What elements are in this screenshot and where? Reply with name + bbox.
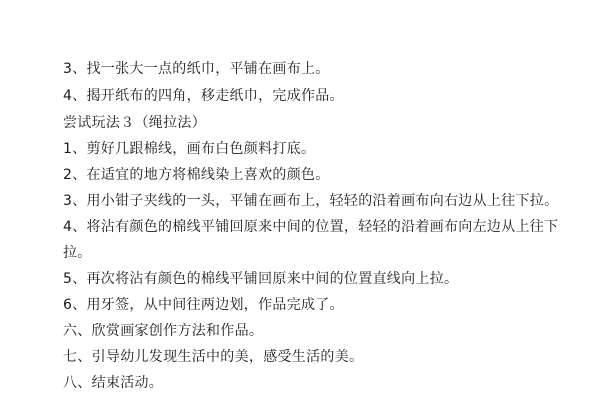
- step-4-continuation: 拉。: [63, 245, 92, 261]
- section-seven: 七、引导幼儿发现生活中的美，感受生活的美。: [63, 349, 364, 365]
- step-4-remove-tissue: 4、揭开纸布的四角，移走纸巾，完成作品。: [63, 88, 344, 104]
- step-4-pull-left: 4、将沾有颜色的棉线平铺回原来中间的位置，轻轻的沿着画布向左边从上往下: [63, 219, 559, 235]
- section-eight: 八、结束活动。: [63, 375, 164, 391]
- step-2-dye-threads: 2、在适宜的地方将棉线染上喜欢的颜色。: [63, 167, 330, 183]
- section-six: 六、欣赏画家创作方法和作品。: [63, 323, 264, 339]
- step-6-toothpick: 6、用牙签，从中间往两边划，作品完成了。: [63, 297, 344, 313]
- step-3-tissue: 3、找一张大一点的纸巾，平铺在画布上。: [63, 61, 330, 77]
- step-5-pull-up: 5、再次将沾有颜色的棉线平铺回原来中间的位置直线向上拉。: [63, 271, 459, 287]
- step-1-cut-threads: 1、剪好几跟棉线，画布白色颜料打底。: [63, 141, 316, 157]
- step-3-pull-right: 3、用小钳子夹线的一头，平铺在画布上，轻轻的沿着画布向右边从上往下拉。: [63, 193, 559, 209]
- section-heading-string-method: 尝试玩法３（绳拉法）: [63, 115, 206, 131]
